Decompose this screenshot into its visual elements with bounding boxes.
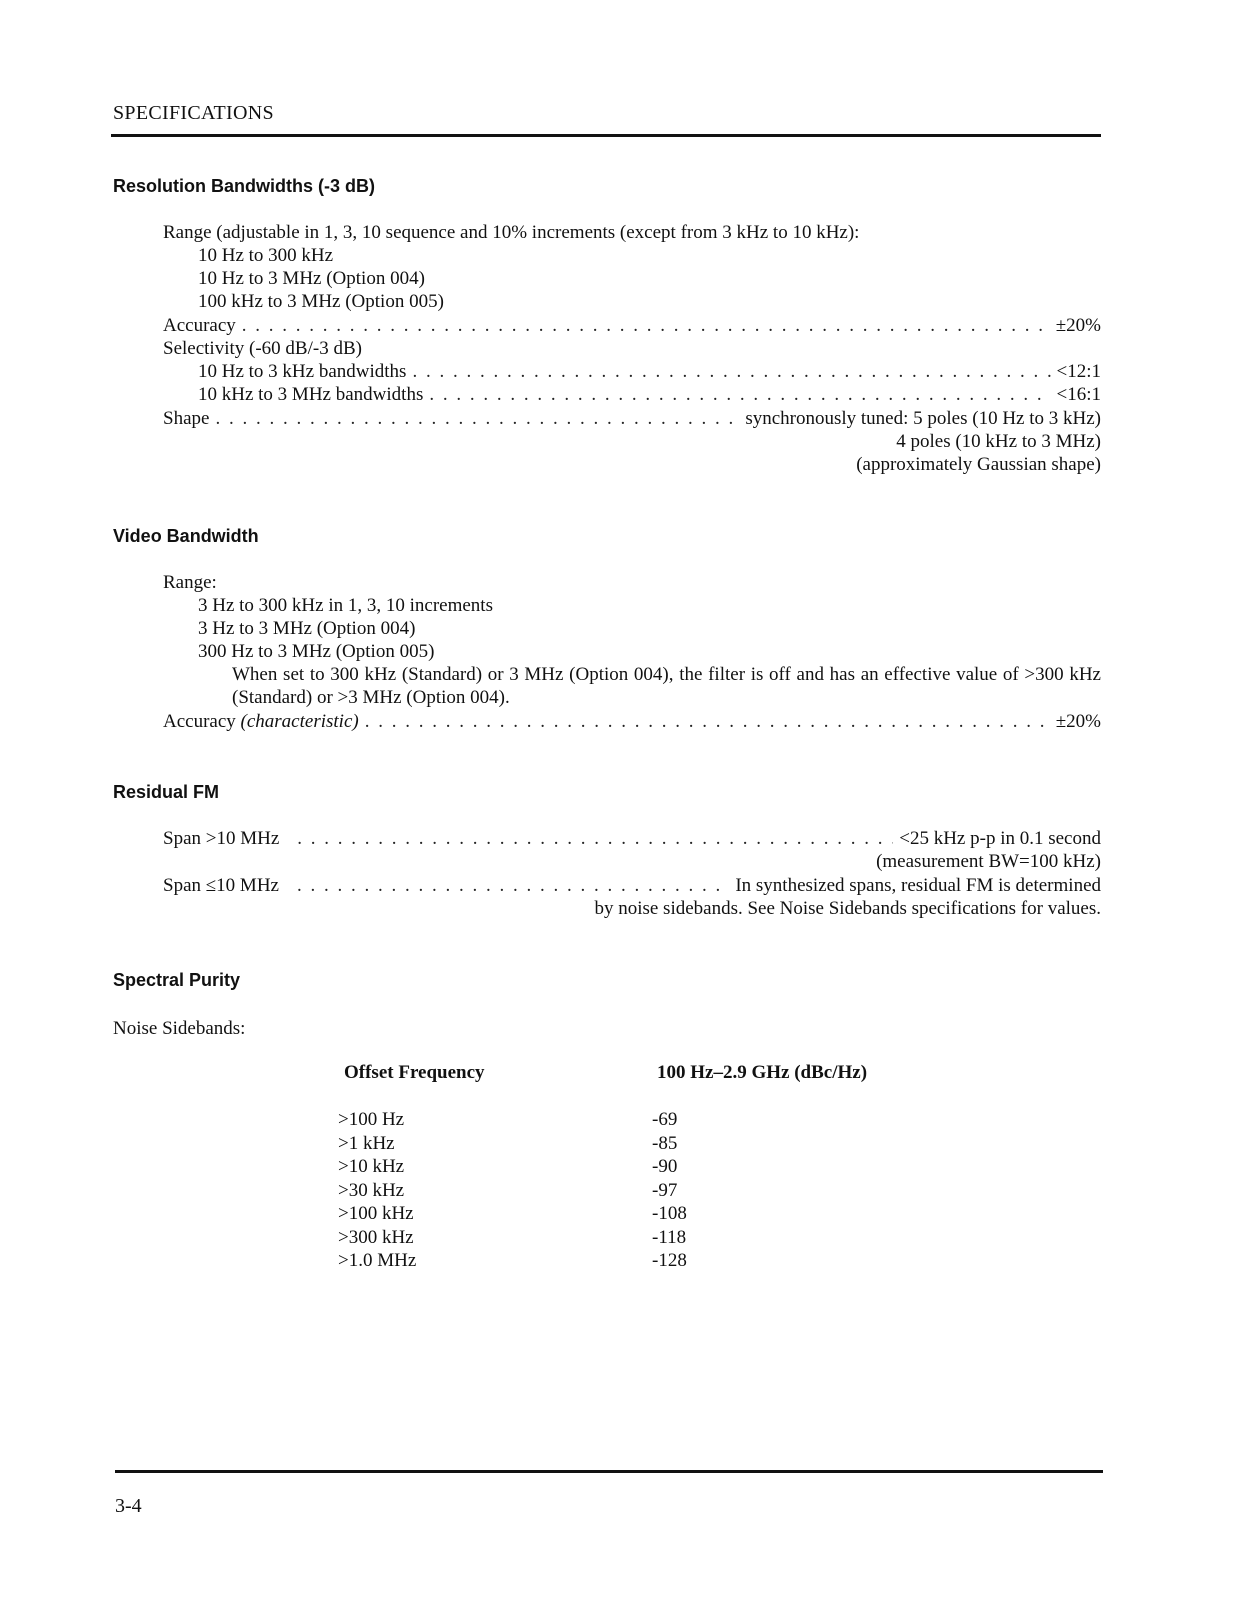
resolution-range-item: 10 Hz to 3 MHz (Option 004) — [198, 268, 425, 289]
selectivity-row — [198, 383, 1101, 406]
accuracy-qualifier: (characteristic) — [240, 711, 359, 732]
span2-value: by noise sidebands. See Noise Sidebands specifications for values. — [594, 898, 1101, 919]
spec-label: Span >10 MHz — [163, 828, 280, 849]
section-heading-video: Video Bandwidth — [113, 526, 259, 546]
resolution-accuracy-row — [163, 314, 1101, 337]
video-range-label: Range: — [163, 572, 217, 593]
table-cell-offset: >1 kHz — [338, 1132, 395, 1154]
video-range-item: 300 Hz to 3 MHz (Option 005) — [198, 641, 435, 662]
video-note: When set to 300 kHz (Standard) or 3 MHz (Option 004), the filter is off and has an effective value of >300 kHz (Standard) or >3 MHz (Option 004). — [232, 664, 1101, 708]
shape-value: (approximately Gaussian shape) — [856, 454, 1101, 475]
spec-label — [163, 710, 359, 733]
spec-label: Accuracy — [163, 315, 236, 336]
table-cell-offset: >300 kHz — [338, 1226, 414, 1248]
video-range-item: 3 Hz to 3 MHz (Option 004) — [198, 618, 416, 639]
spec-label: Span ≤10 MHz — [163, 875, 279, 896]
resolution-range-intro: Range (adjustable in 1, 3, 10 sequence and 10% increments (except from 3 kHz to 10 kHz): — [163, 222, 860, 243]
selectivity-label: Selectivity (-60 dB/-3 dB) — [163, 338, 362, 359]
table-cell-offset: >100 Hz — [338, 1109, 405, 1130]
section-heading-residual-fm: Residual FM — [113, 782, 220, 802]
shape-value: 4 poles (10 kHz to 3 MHz) — [896, 431, 1101, 452]
running-head: SPECIFICATIONS — [113, 102, 274, 124]
spec-value: <12:1 — [1056, 361, 1101, 382]
spec-label: 10 Hz to 3 kHz bandwidths — [198, 361, 407, 382]
leader-dots — [297, 827, 893, 850]
leader-dots — [242, 314, 1050, 337]
table-cell-offset: >100 kHz — [338, 1203, 414, 1224]
section-heading-spectral-purity: Spectral Purity — [113, 970, 241, 990]
spec-label: Shape — [163, 408, 210, 429]
table-header: 100 Hz–2.9 GHz (dBc/Hz) — [657, 1062, 868, 1083]
noise-sidebands-label: Noise Sidebands: — [113, 1018, 246, 1039]
leader-dots — [412, 360, 1050, 383]
table-cell-level: -69 — [652, 1109, 678, 1130]
table-cell-offset: >1.0 MHz — [338, 1250, 417, 1271]
spec-value: <16:1 — [1056, 384, 1101, 405]
table-cell-level: -118 — [652, 1226, 687, 1248]
resolution-range-item: 10 Hz to 300 kHz — [198, 245, 334, 266]
spec-value: In synthesized spans, residual FM is determined — [735, 875, 1101, 896]
table-cell-offset: >10 kHz — [338, 1156, 405, 1177]
table-cell-level: -85 — [652, 1132, 678, 1154]
spec-value: synchronously tuned: 5 poles (10 Hz to 3 kHz) — [745, 408, 1101, 429]
table-cell-level: -108 — [652, 1203, 687, 1224]
accuracy-label: Accuracy — [163, 711, 236, 732]
spec-value: ±20% — [1055, 711, 1101, 732]
table-cell-level: -97 — [652, 1179, 678, 1201]
bottom-rule — [115, 1470, 1103, 1473]
leader-dots — [429, 383, 1050, 406]
spec-value: ±20% — [1055, 315, 1101, 336]
spec-label: 10 kHz to 3 MHz bandwidths — [198, 384, 424, 405]
span1-value: (measurement BW=100 kHz) — [876, 851, 1101, 872]
table-cell-offset: >30 kHz — [338, 1179, 405, 1201]
video-accuracy-row — [163, 710, 1101, 733]
section-heading-resolution: Resolution Bandwidths (-3 dB) — [113, 176, 375, 196]
table-header: Offset Frequency — [344, 1062, 485, 1083]
span2-row — [163, 874, 1101, 897]
selectivity-row — [198, 360, 1101, 383]
leader-dots — [297, 874, 729, 897]
leader-dots — [215, 407, 739, 430]
top-rule — [111, 134, 1101, 137]
page-number: 3-4 — [115, 1495, 142, 1517]
spec-value: <25 kHz p-p in 0.1 second — [899, 828, 1101, 849]
shape-row — [163, 407, 1101, 430]
span1-row — [163, 827, 1101, 850]
video-range-item: 3 Hz to 300 kHz in 1, 3, 10 increments — [198, 595, 493, 616]
table-cell-level: -90 — [652, 1156, 678, 1177]
leader-dots — [365, 710, 1050, 733]
resolution-range-item: 100 kHz to 3 MHz (Option 005) — [198, 291, 444, 312]
table-cell-level: -128 — [652, 1250, 687, 1271]
